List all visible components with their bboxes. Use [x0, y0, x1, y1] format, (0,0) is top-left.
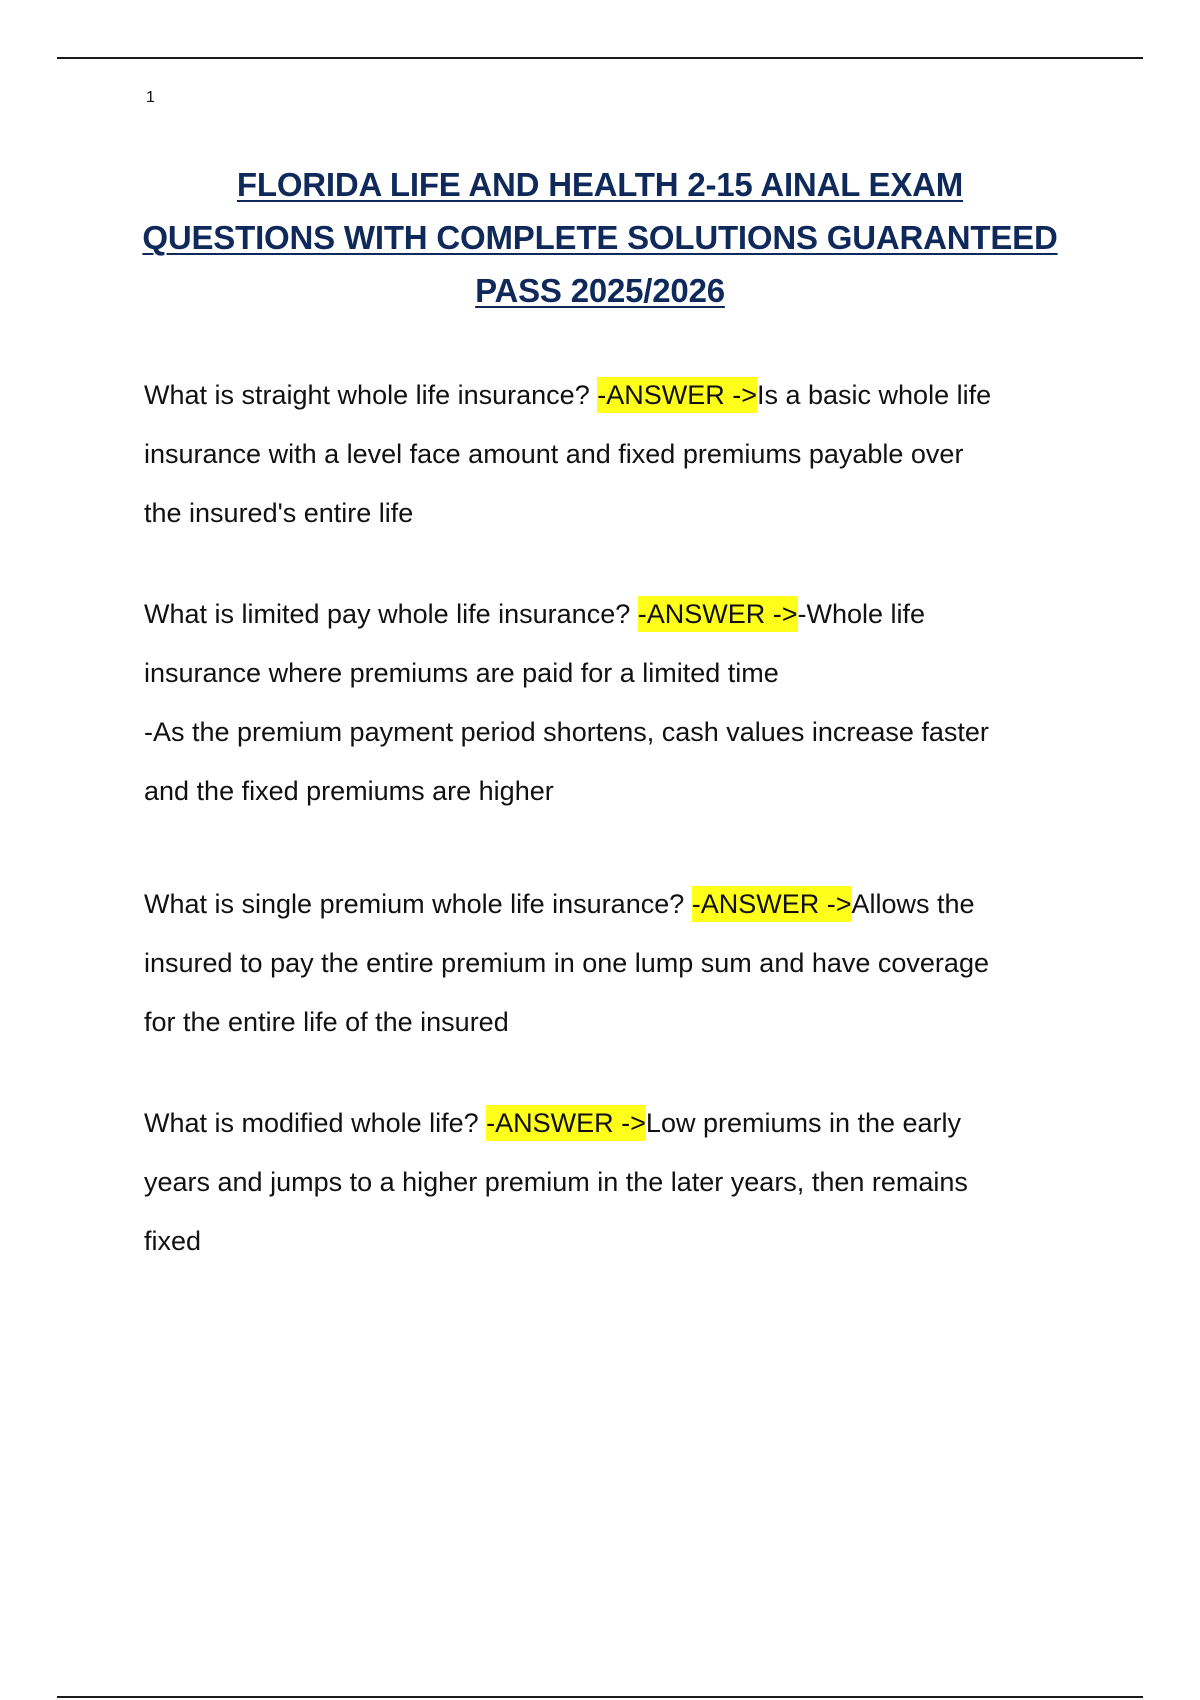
document-title — [100, 158, 1100, 317]
answer-marker: -ANSWER -> — [486, 1105, 646, 1141]
question-text: What is single premium whole life insurance? — [144, 889, 692, 919]
answer-text: fixed — [144, 1226, 202, 1256]
qa-line — [144, 1094, 1094, 1153]
title-line: FLORIDA LIFE AND HEALTH 2-15 AINAL EXAM — [236, 166, 964, 203]
answer-text: -Whole life — [797, 599, 926, 629]
answer-text: years and jumps to a higher premium in the later years, then remains — [144, 1167, 968, 1197]
top-rule — [57, 57, 1143, 59]
answer-marker: -ANSWER -> — [638, 596, 798, 632]
qa-line — [144, 585, 1094, 644]
answer-text: Allows the — [851, 889, 975, 919]
qa-item-straight-whole-life — [144, 366, 1094, 543]
question-text: What is modified whole life? — [144, 1108, 487, 1138]
question-text: What is straight whole life insurance? — [144, 380, 598, 410]
answer-marker: -ANSWER -> — [597, 377, 757, 413]
bottom-rule — [57, 1696, 1143, 1698]
answer-text: Is a basic whole life — [756, 380, 992, 410]
answer-marker: -ANSWER -> — [692, 886, 852, 922]
answer-text: insurance with a level face amount and fixed premiums payable over — [144, 439, 964, 469]
qa-list — [144, 366, 1094, 1271]
qa-line — [144, 875, 1094, 934]
answer-text: the insured's entire life — [144, 498, 414, 528]
answer-text: insurance where premiums are paid for a limited time — [144, 658, 779, 688]
answer-text: for the entire life of the insured — [144, 1007, 509, 1037]
title-line: QUESTIONS WITH COMPLETE SOLUTIONS GUARANTEED — [142, 219, 1058, 256]
answer-text: Low premiums in the early — [645, 1108, 962, 1138]
answer-text: insured to pay the entire premium in one lump sum and have coverage — [144, 948, 989, 978]
answer-text: -As the premium payment period shortens, cash values increase faster — [144, 717, 989, 747]
answer-text: and the fixed premiums are higher — [144, 776, 554, 806]
title-line: PASS 2025/2026 — [475, 272, 725, 309]
question-text: What is limited pay whole life insurance? — [144, 599, 638, 629]
qa-item-modified-whole-life — [144, 1094, 1094, 1271]
page-number: 1 — [146, 89, 155, 106]
qa-item-limited-pay-whole-life — [144, 585, 1094, 821]
qa-line — [144, 366, 1094, 425]
qa-item-single-premium-whole-life — [144, 875, 1094, 1052]
